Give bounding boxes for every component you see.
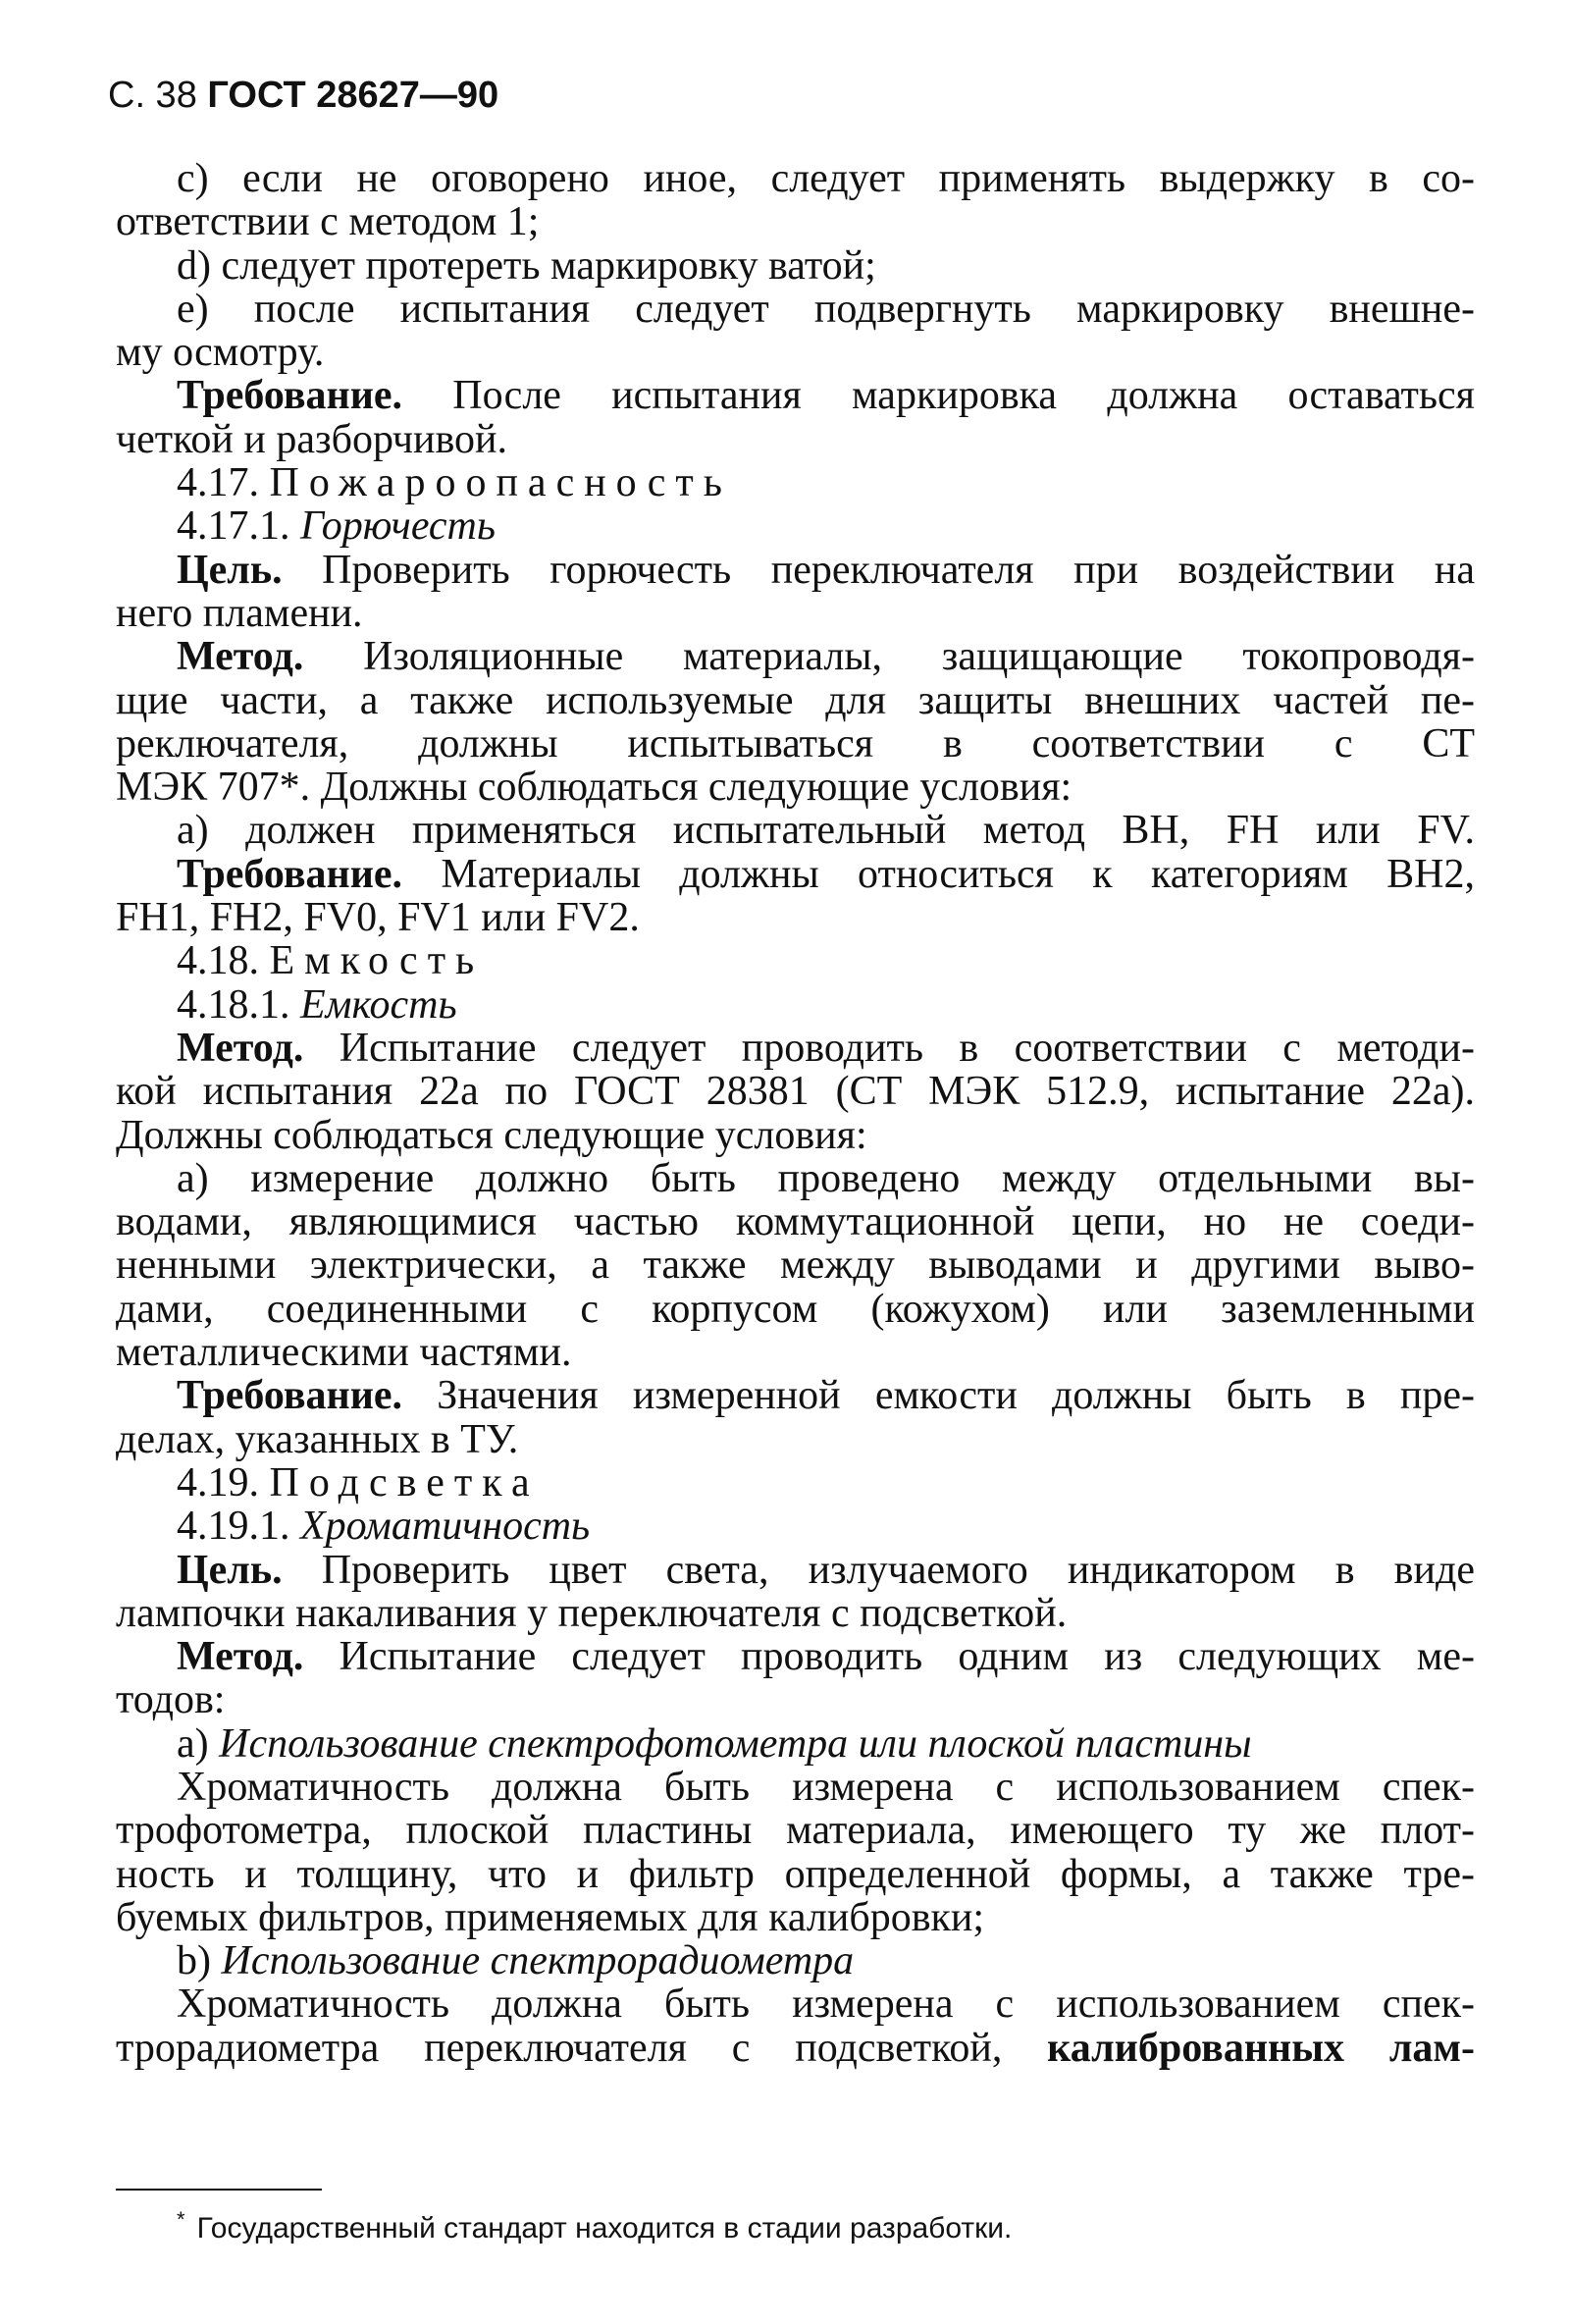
- text-line: ность и толщину, что и фильтр определенной формы, а также тре-: [116, 1851, 1475, 1897]
- text-line: Хроматичность должна быть измерена с использованием спек-: [177, 1764, 1475, 1810]
- text-line: Требование. После испытания маркировка должна оставаться: [177, 373, 1475, 419]
- text-line: Требование. Материалы должны относиться к категориям ВН2,: [177, 851, 1475, 897]
- footnote: [177, 2200, 1012, 2248]
- text-line: FН1, FН2, FV0, FV1 или FV2.: [116, 895, 640, 941]
- text-line: реключателя, должны испытываться в соответствии с СТ: [116, 720, 1475, 766]
- text-line: кой испытания 22а по ГОСТ 28381 (СТ МЭК 512.9, испытание 22а).: [116, 1069, 1475, 1115]
- list-item-heading: b) Использование спектрорадиометра: [177, 1938, 855, 1984]
- footnote-text: Государственный стандарт находится в стадии разработки.: [196, 2212, 1013, 2245]
- text-line: е) после испытания следует подвергнуть маркировку внешне-: [177, 286, 1475, 332]
- text-line: буемых фильтров, применяемых для калибровки;: [116, 1894, 985, 1940]
- subsection-heading: 4.18.1. Емкость: [177, 981, 457, 1028]
- text-line: ответствии с методом 1;: [116, 199, 540, 245]
- text-line: Должны соблюдаться следующие условия:: [116, 1112, 867, 1158]
- text-line: Метод. Испытание следует проводить одним из следующих ме-: [177, 1634, 1475, 1680]
- section-heading: 4.18. Емкость: [177, 938, 485, 984]
- text-line: делах, указанных в ТУ.: [116, 1416, 519, 1462]
- requirement-label: Требование.: [177, 373, 403, 419]
- standard-number: ГОСТ 28627—90: [207, 75, 499, 116]
- text-line: него пламени.: [116, 590, 363, 636]
- text-line: водами, являющимися частью коммутационной цепи, но не соеди-: [116, 1199, 1475, 1245]
- text-line: а) измерение должно быть проведено между отдельными вы-: [177, 1155, 1475, 1201]
- list-item-heading: а) Использование спектрофотометра или плоской пластины: [177, 1720, 1252, 1767]
- goal-label: Цель.: [177, 547, 283, 593]
- method-label: Метод.: [177, 634, 304, 680]
- goal-label: Цель.: [177, 1547, 283, 1593]
- requirement-label: Требование.: [177, 851, 403, 897]
- footnote-divider: [116, 2189, 322, 2191]
- text-line: МЭК 707*. Должны соблюдаться следующие условия:: [116, 765, 1072, 811]
- text-line: с) если не оговорено иное, следует применять выдержку в со-: [177, 156, 1475, 201]
- page-header: [108, 73, 498, 118]
- method-label: Метод.: [177, 1025, 304, 1071]
- text-line: Метод. Изоляционные материалы, защищающие токопроводя-: [177, 634, 1475, 680]
- subsection-heading: 4.17.1. Горючесть: [177, 503, 496, 550]
- text-line: d) следует протереть маркировку ватой;: [177, 242, 876, 289]
- text-line: Метод. Испытание следует проводить в соответствии с методи-: [177, 1025, 1475, 1071]
- page-number: С. 38: [108, 75, 197, 116]
- text-line: ненными электрически, а также между выводами и другими выво-: [116, 1242, 1475, 1289]
- requirement-label: Требование.: [177, 1373, 403, 1419]
- text-line: а) должен применяться испытательный метод ВН, FН или FV.: [177, 808, 1475, 854]
- text-line: трорадиометра переключателя с подсветкой, калиброванных лам-: [116, 2025, 1475, 2071]
- section-heading: 4.17. Пожароопасность: [177, 460, 732, 506]
- method-label: Метод.: [177, 1634, 304, 1680]
- subsection-heading: 4.19.1. Хроматичность: [177, 1504, 591, 1550]
- footnote-mark: *: [177, 2207, 185, 2232]
- text-line: му осмотру.: [116, 330, 325, 376]
- body-text: [116, 157, 1475, 2070]
- text-line: четкой и разборчивой.: [116, 416, 508, 462]
- text-line: щие части, а также используемые для защиты внешних частей пе-: [116, 677, 1475, 723]
- text-line: металлическими частями.: [116, 1330, 572, 1376]
- section-heading: 4.19. Подсветка: [177, 1459, 540, 1505]
- text-line: тодов:: [116, 1677, 226, 1723]
- text-line: дами, соединенными с корпусом (кожухом) или заземленными: [116, 1286, 1475, 1332]
- text-line: лампочки накаливания у переключателя с подсветкой.: [116, 1590, 1068, 1636]
- text-line: Требование. Значения измеренной емкости должны быть в пре-: [177, 1373, 1475, 1419]
- text-line: Цель. Проверить цвет света, излучаемого индикатором в виде: [177, 1547, 1475, 1593]
- text-line: Цель. Проверить горючесть переключателя при воздействии на: [177, 547, 1475, 593]
- text-line: трофотометра, плоской пластины материала, имеющего ту же плот-: [116, 1808, 1475, 1854]
- text-line: Хроматичность должна быть измерена с использованием спек-: [177, 1981, 1475, 2028]
